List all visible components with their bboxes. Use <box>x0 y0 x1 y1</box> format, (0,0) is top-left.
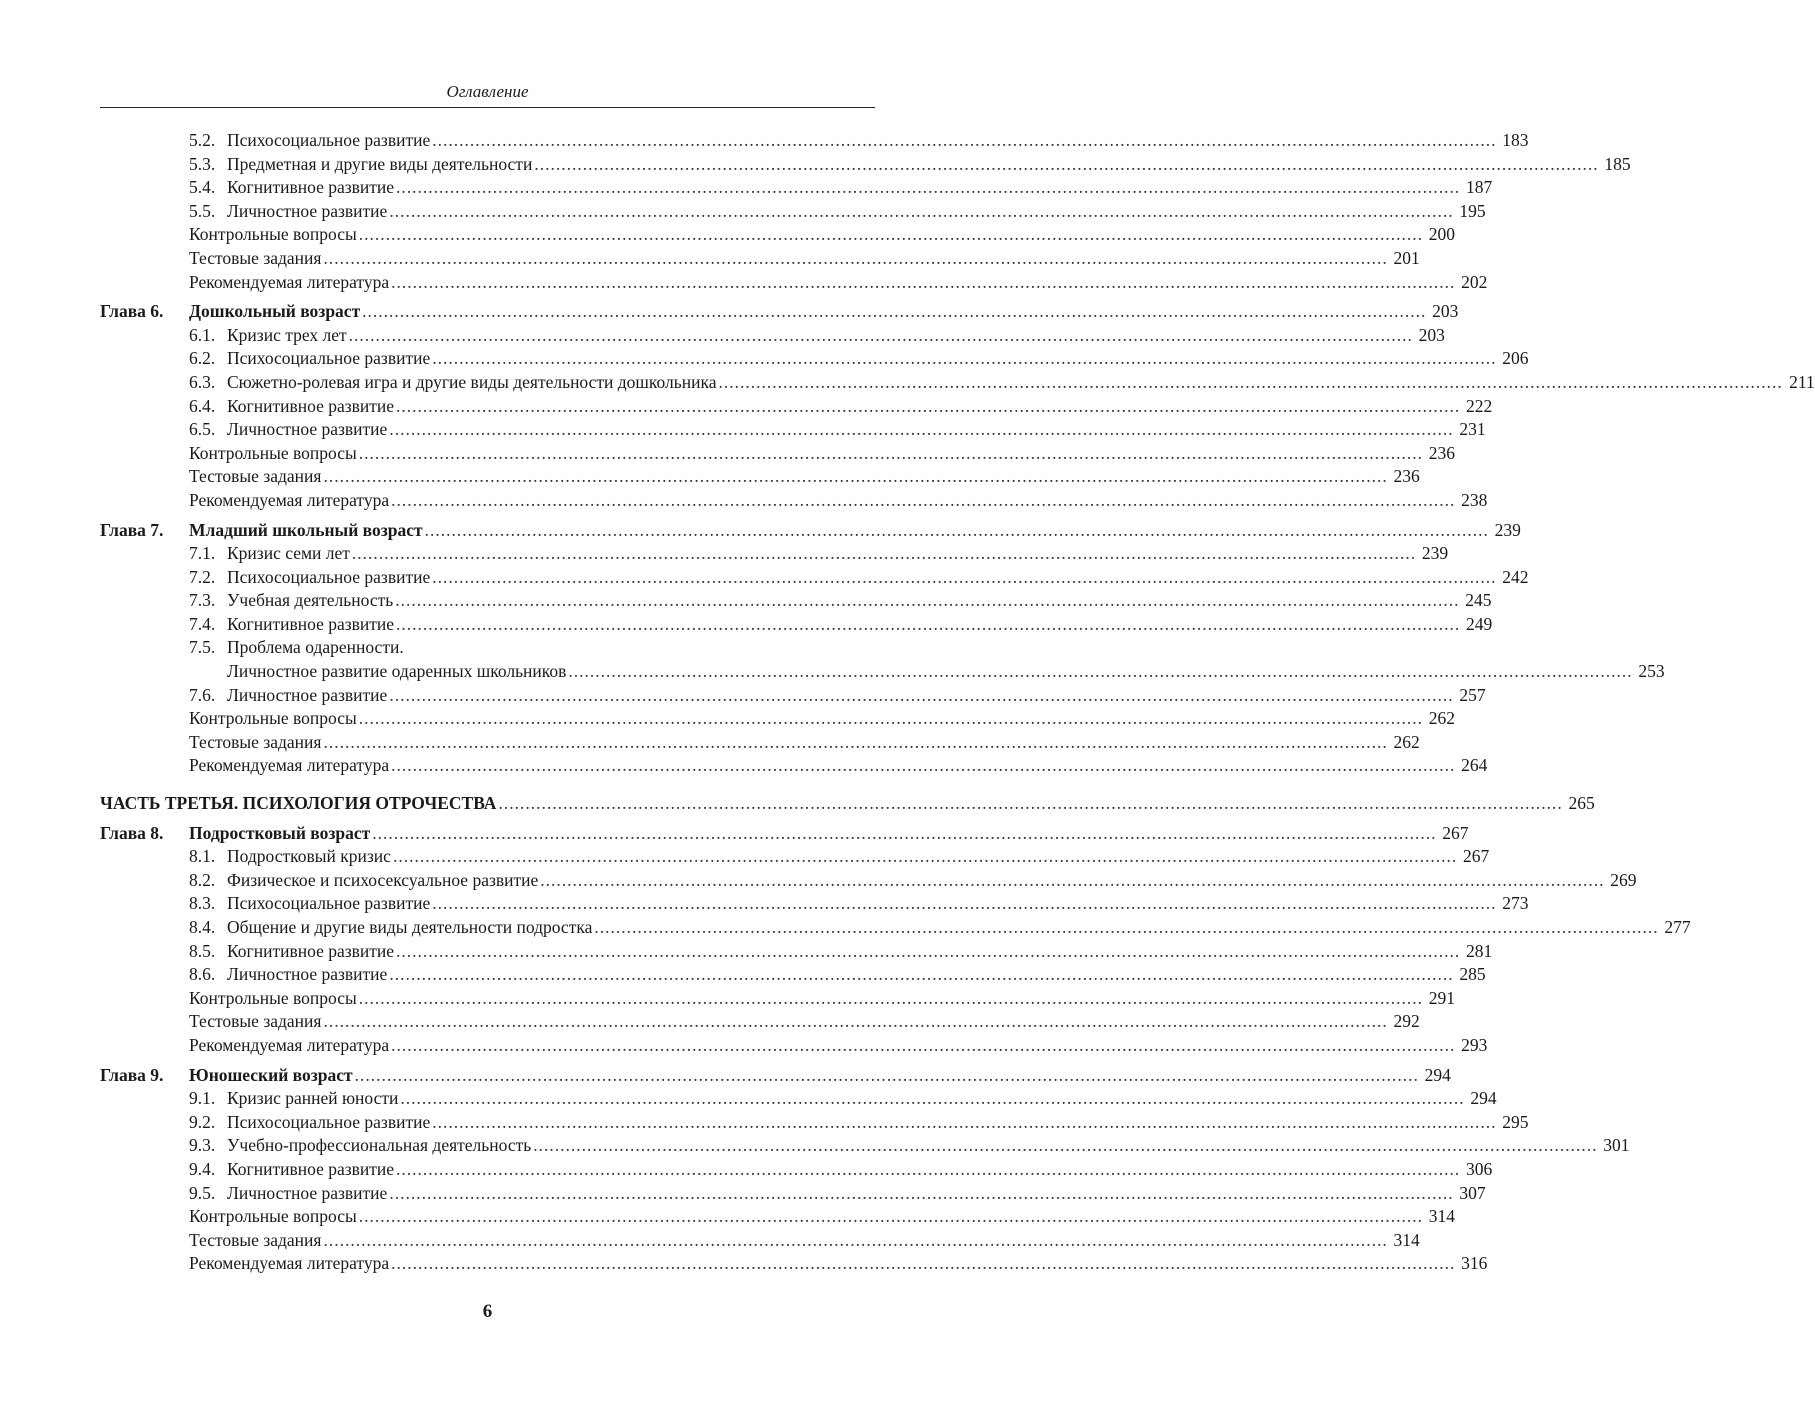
section-number: 8.4. <box>189 917 216 937</box>
dot-leader <box>391 1034 1455 1058</box>
part-title: ЧАСТЬ ТРЕТЬЯ. ПСИХОЛОГИЯ ОТРОЧЕСТВА <box>100 793 497 814</box>
section-title: Проблема одаренности. <box>227 637 404 658</box>
dot-leader <box>323 1010 1387 1034</box>
dot-leader <box>389 684 1453 708</box>
section-number: 9.4. <box>189 1158 216 1179</box>
dot-leader <box>396 613 1460 637</box>
section-title: Когнитивное развитие <box>227 177 395 198</box>
page-ref: 200 <box>1428 224 1455 245</box>
extra-title: Контрольные вопросы <box>189 987 357 1008</box>
extra-title: Рекомендуемая литература <box>189 755 390 776</box>
dot-leader <box>359 987 1423 1011</box>
toc-entry <box>100 129 1529 153</box>
section-title: Когнитивное развитие <box>227 395 395 416</box>
page-ref: 293 <box>1461 1034 1488 1055</box>
toc-entry <box>100 1064 1451 1088</box>
section-number: 7.5. <box>189 637 216 658</box>
toc-entry <box>100 300 1459 324</box>
dot-leader <box>396 395 1460 419</box>
page-ref: 242 <box>1502 566 1529 587</box>
extra-title: Тестовые задания <box>189 1011 322 1032</box>
page-ref: 267 <box>1442 822 1469 843</box>
toc-entry <box>100 660 1665 684</box>
section-number: 5.4. <box>189 177 216 198</box>
page-number: 6 <box>482 1301 493 1322</box>
toc-entry <box>100 247 1420 271</box>
page-ref: 314 <box>1393 1229 1420 1250</box>
extra-title: Тестовые задания <box>189 731 322 752</box>
toc-entry <box>100 465 1420 489</box>
page-ref: 253 <box>1638 661 1665 682</box>
toc-entry <box>100 940 1493 964</box>
section-title: Подростковый кризис <box>227 846 391 867</box>
page-ref: 273 <box>1502 893 1529 914</box>
toc-entry <box>100 347 1529 371</box>
page-ref: 262 <box>1393 731 1420 752</box>
section-number: 5.3. <box>189 153 216 174</box>
section-title-continued: Личностное развитие одаренных школьников <box>227 661 567 682</box>
section-title: Когнитивное развитие <box>227 1158 395 1179</box>
section-title: Личностное развитие <box>227 964 388 985</box>
dot-leader <box>359 707 1423 731</box>
section-number: 6.4. <box>189 395 216 416</box>
page-ref: 195 <box>1459 200 1486 221</box>
toc-entry <box>100 153 1631 177</box>
toc-entry <box>100 1158 1493 1182</box>
page-ref: 187 <box>1466 177 1493 198</box>
toc-entry <box>100 223 1455 247</box>
page-ref: 306 <box>1466 1158 1493 1179</box>
toc-entry <box>100 489 1488 513</box>
toc-entry <box>100 1134 1630 1158</box>
section-number: 7.4. <box>189 613 216 634</box>
dot-leader <box>389 1182 1453 1206</box>
section-title: Психосоциальное развитие <box>227 1111 431 1132</box>
extra-title: Тестовые задания <box>189 1229 322 1250</box>
section-number: 8.6. <box>189 964 216 985</box>
section-title: Психосоциальное развитие <box>227 566 431 587</box>
toc-entry <box>100 1034 1488 1058</box>
page-ref: 267 <box>1462 846 1490 867</box>
dot-leader <box>355 1064 1419 1088</box>
dot-leader <box>389 418 1453 442</box>
dot-leader <box>568 660 1632 684</box>
chapter-title: Младший школьный возраст <box>189 519 423 540</box>
page-ref: 265 <box>1568 793 1595 814</box>
section-title: Личностное развитие <box>227 419 388 440</box>
section-number: 8.5. <box>189 940 216 961</box>
dot-leader <box>391 489 1455 513</box>
dot-leader <box>391 754 1455 778</box>
page-ref: 183 <box>1502 130 1529 150</box>
toc-entry <box>100 418 1486 442</box>
toc-entry <box>100 200 1486 224</box>
dot-leader <box>391 271 1455 295</box>
chapter-title: Подростковый возраст <box>189 822 371 843</box>
page-ref: 239 <box>1494 519 1521 540</box>
section-number: 8.2. <box>189 869 216 890</box>
dot-leader <box>389 200 1453 224</box>
section-title: Кризис ранней юности <box>227 1088 399 1109</box>
page-ref: 314 <box>1428 1206 1455 1227</box>
page-ref: 203 <box>1418 324 1445 345</box>
dot-leader <box>594 916 1658 940</box>
page-ref: 236 <box>1428 442 1455 463</box>
extra-title: Контрольные вопросы <box>189 708 357 729</box>
chapter-label: Глава 6. <box>100 301 164 322</box>
section-title: Кризис семи лет <box>227 543 350 564</box>
toc-entry <box>100 684 1486 708</box>
extra-title: Рекомендуемая литература <box>189 1034 390 1055</box>
page-ref: 292 <box>1393 1011 1420 1032</box>
dot-leader <box>396 1158 1460 1182</box>
dot-leader <box>432 892 1496 916</box>
page-ref: 294 <box>1424 1064 1451 1085</box>
section-title: Сюжетно-ролевая игра и другие виды деятельности дошкольника <box>227 371 717 392</box>
page-ref: 236 <box>1393 466 1420 487</box>
chapter-label: Глава 9. <box>100 1064 164 1085</box>
dot-leader <box>359 223 1423 247</box>
dot-leader <box>432 347 1496 371</box>
section-title: Физическое и психосексуальное развитие <box>227 869 539 890</box>
section-title: Личностное развитие <box>227 684 388 705</box>
section-number: 7.6. <box>189 684 216 705</box>
toc-entry <box>100 613 1493 637</box>
extra-title: Тестовые задания <box>189 466 322 487</box>
dot-leader <box>540 869 1604 893</box>
extra-title: Контрольные вопросы <box>189 224 357 245</box>
toc-entry <box>100 442 1455 466</box>
section-number: 7.3. <box>189 590 216 611</box>
page-ref: 269 <box>1610 869 1637 890</box>
toc-entry <box>100 542 1449 566</box>
page-ref: 245 <box>1465 590 1492 611</box>
dot-leader <box>359 442 1423 466</box>
page-ref: 291 <box>1428 987 1455 1008</box>
toc-entry <box>100 916 1691 940</box>
section-number: 6.3. <box>189 371 216 392</box>
section-title: Учебная деятельность <box>227 590 394 611</box>
page-ref: 295 <box>1502 1111 1529 1132</box>
section-number: 5.2. <box>189 130 216 150</box>
toc-entry <box>100 731 1420 755</box>
dot-leader <box>359 1205 1423 1229</box>
page-ref: 301 <box>1603 1135 1630 1156</box>
section-title: Когнитивное развитие <box>227 613 395 634</box>
toc-entry <box>100 371 1815 395</box>
section-number: 9.3. <box>189 1135 216 1156</box>
header-rule <box>100 107 875 108</box>
extra-title: Тестовые задания <box>189 247 322 268</box>
page-ref: 206 <box>1502 348 1529 369</box>
section-title: Кризис трех лет <box>227 324 347 345</box>
section-number: 5.5. <box>189 200 216 221</box>
toc-entry <box>100 987 1455 1011</box>
toc-entry <box>100 1252 1488 1276</box>
section-title: Психосоциальное развитие <box>227 130 431 150</box>
page-ref: 316 <box>1461 1253 1488 1274</box>
dot-leader <box>396 940 1460 964</box>
toc-entry <box>100 636 875 660</box>
toc-entry <box>100 271 1488 295</box>
toc-entry <box>100 1087 1497 1111</box>
extra-title: Рекомендуемая литература <box>189 489 390 510</box>
toc-entry <box>100 1182 1486 1206</box>
dot-leader <box>400 1087 1464 1111</box>
page-ref: 277 <box>1664 917 1691 937</box>
page-ref: 285 <box>1459 964 1486 985</box>
page-ref: 231 <box>1459 419 1486 440</box>
dot-leader <box>391 1252 1455 1276</box>
toc-entry <box>100 754 1488 778</box>
toc-entry <box>100 1229 1420 1253</box>
section-title: Личностное развитие <box>227 1182 388 1203</box>
toc-entry <box>100 589 1492 613</box>
section-number: 6.1. <box>189 324 216 345</box>
dot-leader <box>395 589 1459 613</box>
dot-leader <box>498 792 1562 816</box>
section-title: Общение и другие виды деятельности подростка <box>227 917 593 937</box>
extra-title: Рекомендуемая литература <box>189 271 390 292</box>
section-number: 9.2. <box>189 1111 216 1132</box>
section-number: 8.1. <box>189 846 216 867</box>
section-number: 8.3. <box>189 893 216 914</box>
extra-title: Контрольные вопросы <box>189 1206 357 1227</box>
dot-leader <box>352 542 1416 566</box>
page-ref: 281 <box>1466 940 1493 961</box>
running-head: Оглавление <box>446 82 529 101</box>
section-number: 9.1. <box>189 1088 216 1109</box>
page-ref: 307 <box>1459 1182 1486 1203</box>
page-ref: 203 <box>1432 301 1459 322</box>
chapter-label: Глава 7. <box>100 519 164 540</box>
section-number: 7.1. <box>189 543 216 564</box>
toc-entry <box>100 176 1493 200</box>
page-ref: 202 <box>1461 271 1488 292</box>
dot-leader <box>432 566 1496 590</box>
chapter-label: Глава 8. <box>100 822 164 843</box>
dot-leader <box>349 324 1413 348</box>
toc-entry <box>100 566 1529 590</box>
page-ref: 264 <box>1461 755 1488 776</box>
dot-leader <box>533 1134 1597 1158</box>
toc-entry <box>100 963 1486 987</box>
section-number: 6.5. <box>189 419 216 440</box>
page-ref: 201 <box>1393 247 1420 268</box>
toc-entry <box>100 1111 1529 1135</box>
section-title: Предметная и другие виды деятельности <box>227 153 533 174</box>
toc-entry <box>100 395 1493 419</box>
dot-leader <box>323 247 1387 271</box>
dot-leader <box>323 731 1387 755</box>
toc-entry <box>100 892 1529 916</box>
section-number: 7.2. <box>189 566 216 587</box>
dot-leader <box>534 153 1598 177</box>
page-ref: 262 <box>1428 708 1455 729</box>
toc-entry <box>100 792 1595 816</box>
page-ref: 294 <box>1470 1088 1497 1109</box>
toc-entry <box>100 707 1455 731</box>
dot-leader <box>425 519 1489 543</box>
extra-title: Контрольные вопросы <box>189 442 357 463</box>
dot-leader <box>719 371 1783 395</box>
extra-title: Рекомендуемая литература <box>189 1253 390 1274</box>
toc-entry <box>100 822 1469 846</box>
toc-entry <box>100 869 1637 893</box>
section-title: Психосоциальное развитие <box>227 348 431 369</box>
chapter-title: Юношеский возраст <box>189 1064 353 1085</box>
section-title: Учебно-профессиональная деятельность <box>227 1135 532 1156</box>
toc-entry <box>100 845 1490 869</box>
section-number: 6.2. <box>189 348 216 369</box>
page-ref: 185 <box>1604 153 1631 174</box>
toc-entry <box>100 324 1445 348</box>
section-title: Личностное развитие <box>227 200 388 221</box>
dot-leader <box>396 176 1460 200</box>
dot-leader <box>323 1229 1387 1253</box>
dot-leader <box>389 963 1453 987</box>
page-ref: 211 <box>1789 371 1815 392</box>
toc-entry <box>100 1010 1420 1034</box>
section-number: 9.5. <box>189 1182 216 1203</box>
dot-leader <box>323 465 1387 489</box>
dot-leader <box>432 1111 1496 1135</box>
toc-entry <box>100 519 1521 543</box>
table-of-contents <box>100 129 1815 1276</box>
dot-leader <box>432 129 1496 153</box>
section-title: Когнитивное развитие <box>227 940 395 961</box>
page-ref: 238 <box>1461 489 1488 510</box>
toc-entry <box>100 1205 1455 1229</box>
page-ref: 249 <box>1466 613 1493 634</box>
dot-leader <box>372 822 1436 846</box>
page-ref: 222 <box>1466 395 1493 416</box>
page-ref: 257 <box>1459 684 1486 705</box>
section-title: Психосоциальное развитие <box>227 893 431 914</box>
page-ref: 239 <box>1421 543 1449 564</box>
chapter-title: Дошкольный возраст <box>189 301 361 322</box>
dot-leader <box>362 300 1426 324</box>
dot-leader <box>393 845 1457 869</box>
